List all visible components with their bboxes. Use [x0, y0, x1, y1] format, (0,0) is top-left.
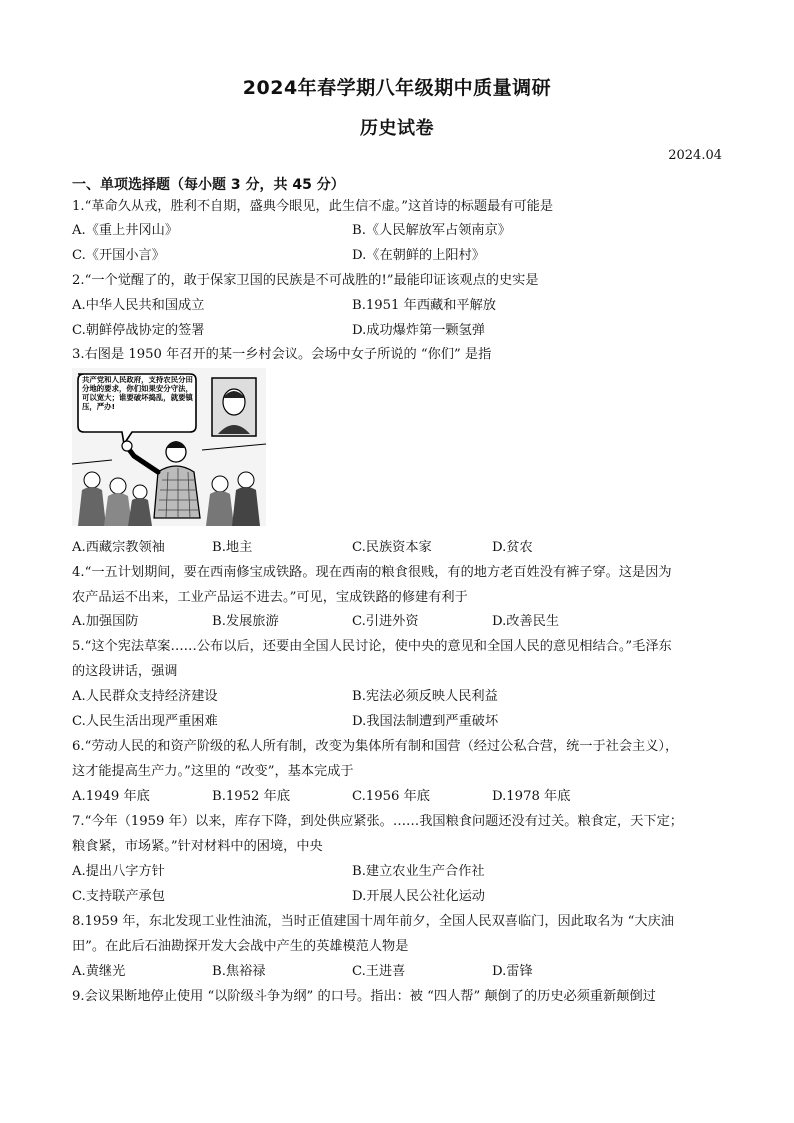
question-1-option-c: C.《开国小言》 [72, 248, 165, 263]
question-3-stem: 3.右图是 1950 年召开的某一乡村会议。会场中女子所说的 “你们” 是指 [72, 347, 492, 362]
question-5-option-b: B.宪法必须反映人民利益 [352, 689, 498, 704]
question-5-stem-line-1: 5.“这个宪法草案……公布以后，还要由全国人民讨论，使中央的意见和全国人民的意见相结合。”毛泽东 [72, 639, 672, 654]
question-9-stem-line-1: 9.会议果断地停止使用 “以阶级斗争为纲” 的口号。指出：被 “四人帮” 颠倒了的历史必须重新颠倒过 [72, 989, 656, 1004]
question-8-stem-line-2: 田”。在此后石油勘探开发大会战中产生的英雄模范人物是 [72, 939, 409, 954]
question-2-option-a: A.中华人民共和国成立 [72, 298, 205, 313]
question-2-stem: 2.“一个觉醒了的，敢于保家卫国的民族是不可战胜的!”最能印证该观点的史实是 [72, 273, 539, 288]
question-7-option-c: C.支持联产承包 [72, 889, 165, 904]
question-4-stem-line-2: 农产品运不出来，工业产品运不进去。”可见，宝成铁路的修建有利于 [72, 590, 468, 605]
speech-bubble-text: 共产党和人民政府，支持农民分田分地的要求，你们如果安分守法，可以宽大；谁要破坏捣乱，就要镇压，严办! [82, 376, 193, 411]
question-3-option-b: B.地主 [212, 540, 253, 555]
question-4-stem-line-1: 4.“一五计划期间，要在西南修宝成铁路。现在西南的粮食很贱，有的地方老百姓没有裤子穿。这是因为 [72, 565, 672, 580]
question-6-option-b: B.1952 年底 [212, 789, 291, 804]
meeting-illustration [72, 368, 266, 526]
exam-date: 2024.04 [668, 148, 722, 163]
question-6-option-a: A.1949 年底 [72, 789, 150, 804]
question-4-option-a: A.加强国防 [72, 614, 139, 629]
section-heading: 一、单项选择题（每小题 3 分，共 45 分） [72, 177, 345, 193]
question-4-option-b: B.发展旅游 [212, 614, 279, 629]
question-5-option-c: C.人民生活出现严重困难 [72, 714, 218, 729]
question-6-option-d: D.1978 年底 [492, 789, 571, 804]
exam-subtitle: 历史试卷 [360, 118, 434, 139]
question-3-option-c: C.民族资本家 [352, 540, 432, 555]
question-1-stem: 1.“革命久从戎，胜利不自期，盛典今眼见，此生信不虚。”这首诗的标题最有可能是 [72, 199, 554, 214]
question-7-option-b: B.建立农业生产合作社 [352, 864, 485, 879]
question-1-option-b: B.《人民解放军占领南京》 [352, 223, 511, 238]
question-5-option-a: A.人民群众支持经济建设 [72, 689, 218, 704]
question-8-option-c: C.王进喜 [352, 964, 406, 979]
question-3-option-a: A.西藏宗教领袖 [72, 540, 165, 555]
exam-title: 2024年春学期八年级期中质量调研 [242, 77, 552, 99]
question-7-option-d: D.开展人民公社化运动 [352, 889, 485, 904]
question-6-stem-line-1: 6.“劳动人民的和资产阶级的私人所有制，改变为集体所有制和国营（经过公私合营，统一于社会主义）， [72, 739, 679, 754]
question-5-option-d: D.我国法制遭到严重破坏 [352, 714, 499, 729]
question-1-option-a: A.《重上井冈山》 [72, 223, 179, 238]
question-3-option-d: D.贫农 [492, 540, 533, 555]
question-7-option-a: A.提出八字方针 [72, 864, 165, 879]
question-4-option-d: D.改善民生 [492, 614, 560, 629]
question-6-stem-line-2: 这才能提高生产力。”这里的 “改变”，基本完成于 [72, 764, 354, 779]
question-5-stem-line-2: 的这段讲话，强调 [72, 664, 178, 679]
question-6-option-c: C.1956 年底 [352, 789, 430, 804]
question-8-stem-line-1: 8.1959 年，东北发现工业性油流，当时正值建国十周年前夕，全国人民双喜临门，因此取名为 “大庆油 [72, 914, 674, 929]
question-7-stem-line-1: 7.“今年（1959 年）以来，库存下降，到处供应紧张。……我国粮食问题还没有过关。粮食定，天下定； [72, 814, 683, 829]
question-7-stem-line-2: 粮食紧，市场紧。”针对材料中的困境，中央 [72, 839, 323, 854]
question-2-option-c: C.朝鲜停战协定的签署 [72, 323, 205, 338]
question-8-option-d: D.雷锋 [492, 964, 533, 979]
question-2-option-b: B.1951 年西藏和平解放 [352, 298, 496, 313]
question-2-option-d: D.成功爆炸第一颗氢弹 [352, 323, 485, 338]
question-4-option-c: C.引进外资 [352, 614, 419, 629]
question-8-option-a: A.黄继光 [72, 964, 126, 979]
question-1-option-d: D.《在朝鲜的上阳村》 [352, 248, 485, 263]
question-8-option-b: B.焦裕禄 [212, 964, 266, 979]
